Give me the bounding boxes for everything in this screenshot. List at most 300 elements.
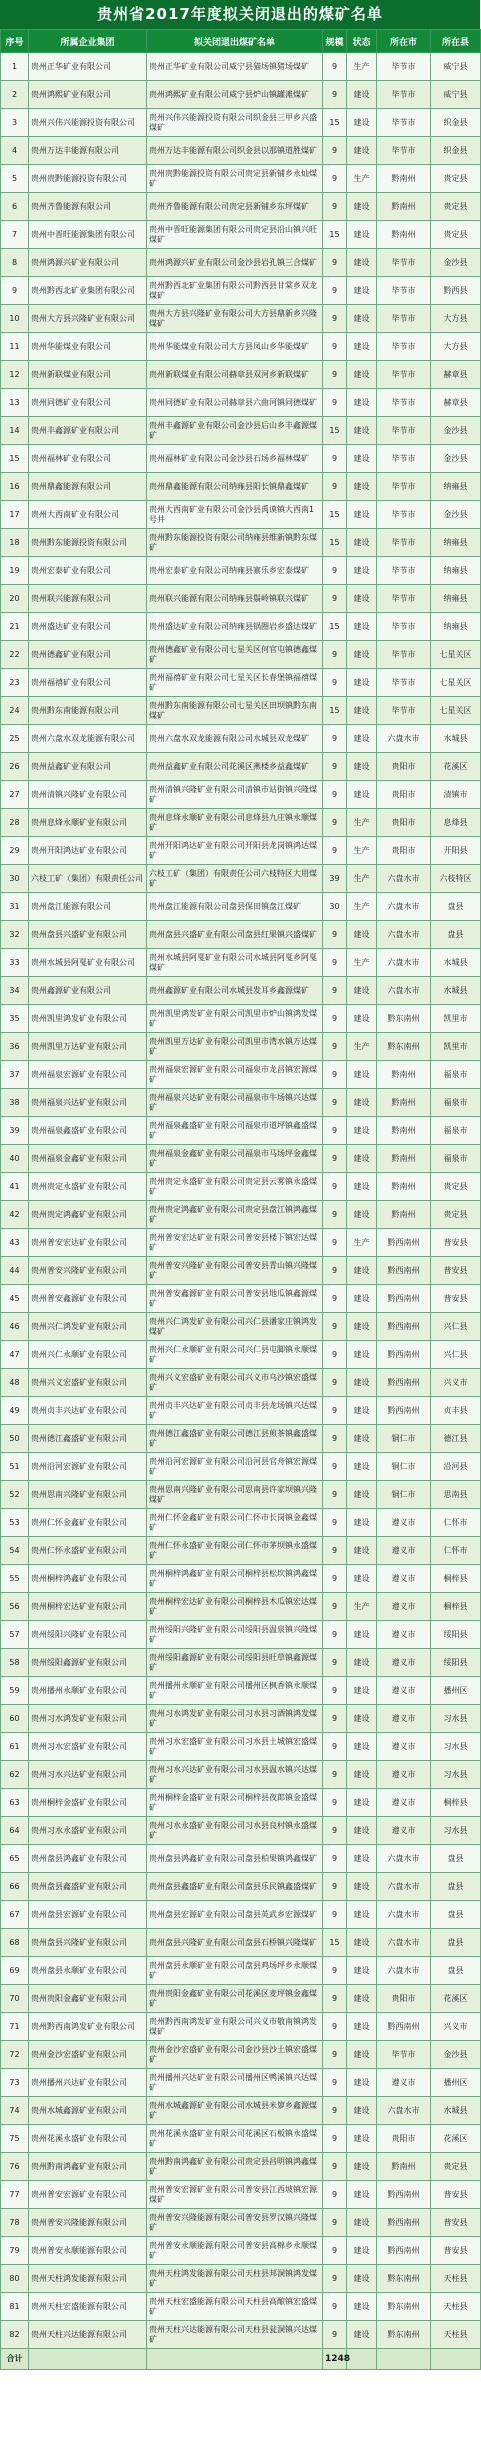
row-mine-name: 贵州贵黔能源投资有限公司贵定县新铺乡永灿煤矿 — [147, 165, 323, 193]
row-mine-name: 贵州盘县兴盛矿业有限公司盘县红果镇兴盛煤矿 — [147, 921, 323, 949]
row-index: 14 — [1, 417, 29, 445]
row-capacity: 9 — [323, 1649, 347, 1677]
table-row — [1, 809, 481, 837]
row-county: 威宁县 — [431, 81, 481, 109]
row-capacity: 9 — [323, 1089, 347, 1117]
row-group: 贵州桐梓宏达矿业有限公司 — [29, 1593, 147, 1621]
row-status: 建设 — [347, 2293, 377, 2321]
row-mine-name: 贵州宏泰矿业有限公司纳雍县寨乐乡宏泰煤矿 — [147, 557, 323, 585]
row-status: 建设 — [347, 585, 377, 613]
row-group: 贵州天柱兴达能源有限公司 — [29, 2321, 147, 2349]
total-empty-status — [347, 2349, 377, 2370]
row-mine-name: 贵州习水永盛矿业有限公司习水县良村镇永盛煤矿 — [147, 1817, 323, 1845]
row-group: 贵州天柱鸿发能源有限公司 — [29, 2265, 147, 2293]
row-city: 六盘水市 — [377, 949, 431, 977]
row-capacity: 9 — [323, 1229, 347, 1257]
table-row — [1, 1565, 481, 1593]
row-mine-name: 贵州齐鲁能源有限公司贵定县新铺乡东坪煤矿 — [147, 193, 323, 221]
table-row — [1, 2153, 481, 2181]
table-row — [1, 1033, 481, 1061]
row-city: 铜仁市 — [377, 1453, 431, 1481]
row-capacity: 39 — [323, 865, 347, 893]
row-status: 建设 — [347, 1621, 377, 1649]
row-group: 贵州万达丰能源有限公司 — [29, 137, 147, 165]
row-mine-name: 贵州福林矿业有限公司金沙县石场乡福林煤矿 — [147, 445, 323, 473]
row-index: 35 — [1, 1005, 29, 1033]
row-city: 六盘水市 — [377, 1845, 431, 1873]
row-capacity: 9 — [323, 921, 347, 949]
row-capacity: 15 — [323, 697, 347, 725]
row-status: 建设 — [347, 1005, 377, 1033]
row-capacity: 9 — [323, 81, 347, 109]
row-county: 水城县 — [431, 725, 481, 753]
table-row — [1, 1453, 481, 1481]
row-mine-name: 贵州盘县永顺矿业有限公司盘县鸡场坪乡永顺煤矿 — [147, 1957, 323, 1985]
row-county: 花溪区 — [431, 2125, 481, 2153]
row-status: 建设 — [347, 1089, 377, 1117]
row-group: 贵州黔西南鸿发矿业有限公司 — [29, 2013, 147, 2041]
row-status: 建设 — [347, 501, 377, 529]
row-group: 贵州仁怀永盛矿业有限公司 — [29, 1537, 147, 1565]
row-capacity: 9 — [323, 557, 347, 585]
table-row — [1, 193, 481, 221]
row-mine-name: 贵州兴仁永顺矿业有限公司兴仁县屯脚镇永顺煤矿 — [147, 1341, 323, 1369]
row-capacity: 9 — [323, 669, 347, 697]
row-index: 70 — [1, 1985, 29, 2013]
table-row — [1, 389, 481, 417]
row-capacity: 15 — [323, 529, 347, 557]
row-status: 生产 — [347, 893, 377, 921]
row-city: 遵义市 — [377, 1733, 431, 1761]
row-capacity: 9 — [323, 1369, 347, 1397]
row-city: 毕节市 — [377, 613, 431, 641]
table-row — [1, 2293, 481, 2321]
header-city: 所在市 — [377, 30, 431, 53]
row-capacity: 9 — [323, 2069, 347, 2097]
row-county: 兴仁县 — [431, 1341, 481, 1369]
row-group: 贵州黔东南能源有限公司 — [29, 697, 147, 725]
row-capacity: 9 — [323, 1033, 347, 1061]
row-county: 贞丰县 — [431, 1397, 481, 1425]
row-group: 贵州鑫源矿业有限公司 — [29, 977, 147, 1005]
row-county: 播州区 — [431, 2069, 481, 2097]
row-group: 贵州德鑫矿业有限公司 — [29, 641, 147, 669]
row-group: 贵州黔西北矿业集团有限公司 — [29, 277, 147, 305]
table-row — [1, 305, 481, 333]
row-city: 毕节市 — [377, 109, 431, 137]
row-county: 盘县 — [431, 1957, 481, 1985]
row-group: 贵州兴仁永顺矿业有限公司 — [29, 1341, 147, 1369]
table-row — [1, 1341, 481, 1369]
row-index: 78 — [1, 2209, 29, 2237]
row-county: 播州区 — [431, 1677, 481, 1705]
row-mine-name: 贵州花溪永盛矿业有限公司花溪区石板镇永盛煤矿 — [147, 2125, 323, 2153]
row-capacity: 9 — [323, 949, 347, 977]
row-city: 毕节市 — [377, 305, 431, 333]
row-capacity: 9 — [323, 809, 347, 837]
row-mine-name: 贵州普安宏达矿业有限公司普安县楼下镇宏达煤矿 — [147, 1229, 323, 1257]
row-status: 建设 — [347, 1873, 377, 1901]
row-city: 黔南州 — [377, 1201, 431, 1229]
table-row — [1, 1425, 481, 1453]
table-row — [1, 109, 481, 137]
row-mine-name: 贵州桐梓鸿鑫矿业有限公司桐梓县松坎镇鸿鑫煤矿 — [147, 1565, 323, 1593]
row-index: 59 — [1, 1677, 29, 1705]
row-status: 建设 — [347, 529, 377, 557]
row-city: 毕节市 — [377, 697, 431, 725]
row-index: 52 — [1, 1481, 29, 1509]
row-index: 82 — [1, 2321, 29, 2349]
row-index: 77 — [1, 2181, 29, 2209]
row-mine-name: 贵州福泉金鑫矿业有限公司福泉市马场坪金鑫煤矿 — [147, 1145, 323, 1173]
table-row — [1, 501, 481, 529]
row-mine-name: 贵州贞丰兴达矿业有限公司贞丰县龙场镇兴达煤矿 — [147, 1397, 323, 1425]
row-group: 贵州贵定永盛矿业有限公司 — [29, 1173, 147, 1201]
row-city: 毕节市 — [377, 585, 431, 613]
table-row — [1, 781, 481, 809]
row-capacity: 30 — [323, 893, 347, 921]
row-group: 贵州习水兴达矿业有限公司 — [29, 1761, 147, 1789]
row-status: 建设 — [347, 1733, 377, 1761]
table-row — [1, 1313, 481, 1341]
row-mine-name: 贵州清镇兴隆矿业有限公司清镇市站街镇兴隆煤矿 — [147, 781, 323, 809]
table-row — [1, 333, 481, 361]
row-capacity: 9 — [323, 1845, 347, 1873]
row-capacity: 9 — [323, 1173, 347, 1201]
row-group: 贵州水城鑫源矿业有限公司 — [29, 2097, 147, 2125]
row-city: 黔西南州 — [377, 1369, 431, 1397]
row-mine-name: 贵州盛达矿业有限公司纳雍县锅圈岩乡盛达煤矿 — [147, 613, 323, 641]
row-status: 建设 — [347, 697, 377, 725]
row-county: 凯里市 — [431, 1033, 481, 1061]
row-index: 73 — [1, 2069, 29, 2097]
table-row — [1, 1593, 481, 1621]
row-capacity: 9 — [323, 137, 347, 165]
row-capacity: 9 — [323, 2097, 347, 2125]
row-status: 建设 — [347, 1341, 377, 1369]
row-county: 习水县 — [431, 1761, 481, 1789]
row-index: 12 — [1, 361, 29, 389]
row-capacity: 15 — [323, 1929, 347, 1957]
row-group: 贵州华能煤业有限公司 — [29, 333, 147, 361]
row-county: 思南县 — [431, 1481, 481, 1509]
row-index: 68 — [1, 1929, 29, 1957]
row-county: 纳雍县 — [431, 529, 481, 557]
row-group: 贵州福泉金鑫矿业有限公司 — [29, 1145, 147, 1173]
row-group: 贵州普安宏达矿业有限公司 — [29, 1229, 147, 1257]
row-group: 贵州播州永顺矿业有限公司 — [29, 1677, 147, 1705]
row-mine-name: 贵州凯里鸿发矿业有限公司凯里市炉山镇鸿发煤矿 — [147, 1005, 323, 1033]
row-county: 福泉市 — [431, 1145, 481, 1173]
row-status: 建设 — [347, 1929, 377, 1957]
row-city: 贵阳市 — [377, 1985, 431, 2013]
table-row — [1, 1145, 481, 1173]
table-row — [1, 2181, 481, 2209]
row-status: 建设 — [347, 81, 377, 109]
row-group: 贵州福泉宏源矿业有限公司 — [29, 1061, 147, 1089]
table-row — [1, 2237, 481, 2265]
table-row — [1, 1061, 481, 1089]
row-status: 建设 — [347, 2321, 377, 2349]
header-county: 所在县 — [431, 30, 481, 53]
row-group: 贵州贞丰兴达矿业有限公司 — [29, 1397, 147, 1425]
row-status: 建设 — [347, 1901, 377, 1929]
row-status: 建设 — [347, 2153, 377, 2181]
row-index: 6 — [1, 193, 29, 221]
row-county: 金沙县 — [431, 445, 481, 473]
row-group: 贵州黔东能源投资有限公司 — [29, 529, 147, 557]
row-index: 45 — [1, 1285, 29, 1313]
row-county: 普安县 — [431, 2181, 481, 2209]
row-status: 建设 — [347, 221, 377, 249]
row-group: 贵州沿河宏源矿业有限公司 — [29, 1453, 147, 1481]
row-mine-name: 贵州普安兴隆矿业有限公司普安县青山镇兴隆煤矿 — [147, 1257, 323, 1285]
table-row — [1, 2069, 481, 2097]
row-city: 黔南州 — [377, 1145, 431, 1173]
row-group: 贵州盘县永顺矿业有限公司 — [29, 1957, 147, 1985]
row-status: 建设 — [347, 1761, 377, 1789]
table-row — [1, 81, 481, 109]
row-index: 28 — [1, 809, 29, 837]
row-county: 开阳县 — [431, 837, 481, 865]
row-index: 8 — [1, 249, 29, 277]
row-status: 建设 — [347, 2097, 377, 2125]
table-row — [1, 1369, 481, 1397]
row-status: 建设 — [347, 109, 377, 137]
row-capacity: 9 — [323, 1565, 347, 1593]
row-mine-name: 六枝工矿（集团）有限责任公司六枝特区大用煤矿 — [147, 865, 323, 893]
row-index: 55 — [1, 1565, 29, 1593]
row-group: 贵州福泉兴达矿业有限公司 — [29, 1089, 147, 1117]
row-status: 建设 — [347, 977, 377, 1005]
row-group: 贵州水城县阿戛矿业有限公司 — [29, 949, 147, 977]
table-row — [1, 837, 481, 865]
row-capacity: 9 — [323, 2013, 347, 2041]
row-capacity: 9 — [323, 725, 347, 753]
row-mine-name: 贵州水城鑫源矿业有限公司水城县米箩乡鑫源煤矿 — [147, 2097, 323, 2125]
row-status: 生产 — [347, 1229, 377, 1257]
row-city: 遵义市 — [377, 1649, 431, 1677]
row-index: 17 — [1, 501, 29, 529]
row-group: 贵州习水鸿发矿业有限公司 — [29, 1705, 147, 1733]
row-county: 仁怀市 — [431, 1509, 481, 1537]
table-row — [1, 2125, 481, 2153]
row-status: 建设 — [347, 1957, 377, 1985]
table-row — [1, 1285, 481, 1313]
table-row — [1, 1089, 481, 1117]
row-index: 1 — [1, 53, 29, 81]
row-county: 水城县 — [431, 949, 481, 977]
table-row — [1, 1929, 481, 1957]
row-group: 贵州习水永盛矿业有限公司 — [29, 1817, 147, 1845]
header-mine: 拟关闭退出煤矿名单 — [147, 30, 323, 53]
row-mine-name: 贵州鑫源矿业有限公司水城县发耳乡鑫源煤矿 — [147, 977, 323, 1005]
row-capacity: 9 — [323, 389, 347, 417]
row-index: 57 — [1, 1621, 29, 1649]
row-status: 建设 — [347, 1817, 377, 1845]
row-group: 贵州鼎鑫能源有限公司 — [29, 473, 147, 501]
row-capacity: 9 — [323, 2265, 347, 2293]
row-capacity: 9 — [323, 837, 347, 865]
row-status: 建设 — [347, 1509, 377, 1537]
row-group: 贵州德江鑫盛矿业有限公司 — [29, 1425, 147, 1453]
row-capacity: 9 — [323, 781, 347, 809]
row-group: 贵州普安永顺能源有限公司 — [29, 2237, 147, 2265]
table-row — [1, 557, 481, 585]
row-status: 生产 — [347, 1593, 377, 1621]
row-city: 遵义市 — [377, 1677, 431, 1705]
table-row — [1, 1173, 481, 1201]
row-mine-name: 贵州贵阳金鑫矿业有限公司花溪区麦坪镇金鑫煤矿 — [147, 1985, 323, 2013]
row-group: 贵州中晋旺能源集团有限公司 — [29, 221, 147, 249]
table-row — [1, 53, 481, 81]
row-city: 黔南州 — [377, 1061, 431, 1089]
row-city: 毕节市 — [377, 669, 431, 697]
total-empty-county — [431, 2349, 481, 2370]
row-group: 贵州贵黔能源投资有限公司 — [29, 165, 147, 193]
row-index: 3 — [1, 109, 29, 137]
row-capacity: 9 — [323, 1957, 347, 1985]
row-county: 普安县 — [431, 1229, 481, 1257]
row-county: 金沙县 — [431, 249, 481, 277]
header-row — [1, 30, 481, 53]
row-county: 习水县 — [431, 1733, 481, 1761]
row-capacity: 9 — [323, 473, 347, 501]
row-status: 建设 — [347, 2125, 377, 2153]
table-row — [1, 1257, 481, 1285]
row-index: 16 — [1, 473, 29, 501]
row-status: 建设 — [347, 1061, 377, 1089]
row-county: 习水县 — [431, 1817, 481, 1845]
row-group: 贵州盘县兴隆矿业有限公司 — [29, 1929, 147, 1957]
row-city: 毕节市 — [377, 557, 431, 585]
row-mine-name: 贵州贵定永盛矿业有限公司贵定县云雾镇永盛煤矿 — [147, 1173, 323, 1201]
row-city: 毕节市 — [377, 2041, 431, 2069]
row-group: 贵州凯里鸿发矿业有限公司 — [29, 1005, 147, 1033]
row-county: 普安县 — [431, 1257, 481, 1285]
row-city: 遵义市 — [377, 1817, 431, 1845]
row-city: 黔南州 — [377, 1173, 431, 1201]
table-row — [1, 1229, 481, 1257]
row-city: 黔东南州 — [377, 2321, 431, 2349]
table-row — [1, 641, 481, 669]
row-mine-name: 贵州桐梓宏达矿业有限公司桐梓县木瓜镇宏达煤矿 — [147, 1593, 323, 1621]
row-status: 生产 — [347, 53, 377, 81]
row-county: 息烽县 — [431, 809, 481, 837]
row-capacity: 9 — [323, 1285, 347, 1313]
row-index: 56 — [1, 1593, 29, 1621]
table-row — [1, 2097, 481, 2125]
row-group: 贵州大方县兴隆矿业有限公司 — [29, 305, 147, 333]
row-mine-name: 贵州贵定鸿鑫矿业有限公司贵定县盘江镇鸿鑫煤矿 — [147, 1201, 323, 1229]
row-city: 遵义市 — [377, 1565, 431, 1593]
row-county: 花溪区 — [431, 753, 481, 781]
row-city: 铜仁市 — [377, 1425, 431, 1453]
row-index: 24 — [1, 697, 29, 725]
row-index: 53 — [1, 1509, 29, 1537]
row-county: 七星关区 — [431, 697, 481, 725]
row-city: 黔东南州 — [377, 1033, 431, 1061]
row-status: 建设 — [347, 1985, 377, 2013]
row-group: 贵州鸿源兴矿业有限公司 — [29, 249, 147, 277]
row-index: 64 — [1, 1817, 29, 1845]
row-group: 贵州正华矿业有限公司 — [29, 53, 147, 81]
row-capacity: 9 — [323, 1453, 347, 1481]
row-mine-name: 贵州天柱宏盛能源有限公司天柱县高酿镇宏盛煤矿 — [147, 2293, 323, 2321]
row-capacity: 9 — [323, 977, 347, 1005]
row-mine-name: 贵州鼎鑫能源有限公司纳雍县阳长镇鼎鑫煤矿 — [147, 473, 323, 501]
row-capacity: 9 — [323, 2237, 347, 2265]
table-row — [1, 417, 481, 445]
row-status: 建设 — [347, 1257, 377, 1285]
row-group: 贵州大西南矿业有限公司 — [29, 501, 147, 529]
row-city: 毕节市 — [377, 389, 431, 417]
row-city: 毕节市 — [377, 417, 431, 445]
row-index: 21 — [1, 613, 29, 641]
row-capacity: 9 — [323, 1789, 347, 1817]
row-capacity: 9 — [323, 1537, 347, 1565]
row-index: 27 — [1, 781, 29, 809]
row-mine-name: 贵州盘县鸿鑫矿业有限公司盘县柏果镇鸿鑫煤矿 — [147, 1845, 323, 1873]
table-row — [1, 585, 481, 613]
row-county: 兴义市 — [431, 2013, 481, 2041]
table-row — [1, 949, 481, 977]
row-capacity: 9 — [323, 1901, 347, 1929]
row-capacity: 9 — [323, 585, 347, 613]
row-index: 26 — [1, 753, 29, 781]
row-group: 贵州同德矿业有限公司 — [29, 389, 147, 417]
row-capacity: 9 — [323, 1985, 347, 2013]
table-row — [1, 1621, 481, 1649]
row-status: 建设 — [347, 641, 377, 669]
row-county: 贵定县 — [431, 165, 481, 193]
row-county: 纳雍县 — [431, 585, 481, 613]
row-county: 桐梓县 — [431, 1593, 481, 1621]
row-mine-name: 贵州黔东能源投资有限公司纳雍县维新镇黔东煤矿 — [147, 529, 323, 557]
row-group: 贵州兴义宏盛矿业有限公司 — [29, 1369, 147, 1397]
row-city: 六盘水市 — [377, 893, 431, 921]
row-status: 建设 — [347, 1649, 377, 1677]
row-city: 六盘水市 — [377, 2097, 431, 2125]
table-row — [1, 473, 481, 501]
row-status: 建设 — [347, 1565, 377, 1593]
row-group: 贵州兴伟兴能源投资有限公司 — [29, 109, 147, 137]
row-city: 黔南州 — [377, 2153, 431, 2181]
row-mine-name: 贵州正华矿业有限公司威宁县猫场镇猪场煤矿 — [147, 53, 323, 81]
row-index: 43 — [1, 1229, 29, 1257]
row-city: 黔南州 — [377, 193, 431, 221]
row-index: 10 — [1, 305, 29, 333]
row-capacity: 9 — [323, 445, 347, 473]
row-city: 黔南州 — [377, 221, 431, 249]
row-county: 织金县 — [431, 109, 481, 137]
table-row — [1, 1201, 481, 1229]
row-capacity: 9 — [323, 1509, 347, 1537]
row-county: 盘县 — [431, 921, 481, 949]
row-index: 72 — [1, 2041, 29, 2069]
table-row — [1, 1509, 481, 1537]
header-group: 所属企业集团 — [29, 30, 147, 53]
row-county: 金沙县 — [431, 417, 481, 445]
row-mine-name: 贵州沿河宏源矿业有限公司沿河县官舟镇宏源煤矿 — [147, 1453, 323, 1481]
row-county: 绥阳县 — [431, 1621, 481, 1649]
row-capacity: 9 — [323, 165, 347, 193]
total-label: 合计 — [1, 2349, 29, 2370]
row-status: 建设 — [347, 1677, 377, 1705]
row-group: 贵州益鑫矿业有限公司 — [29, 753, 147, 781]
row-capacity: 9 — [323, 1313, 347, 1341]
header-capacity: 规模 — [323, 30, 347, 53]
